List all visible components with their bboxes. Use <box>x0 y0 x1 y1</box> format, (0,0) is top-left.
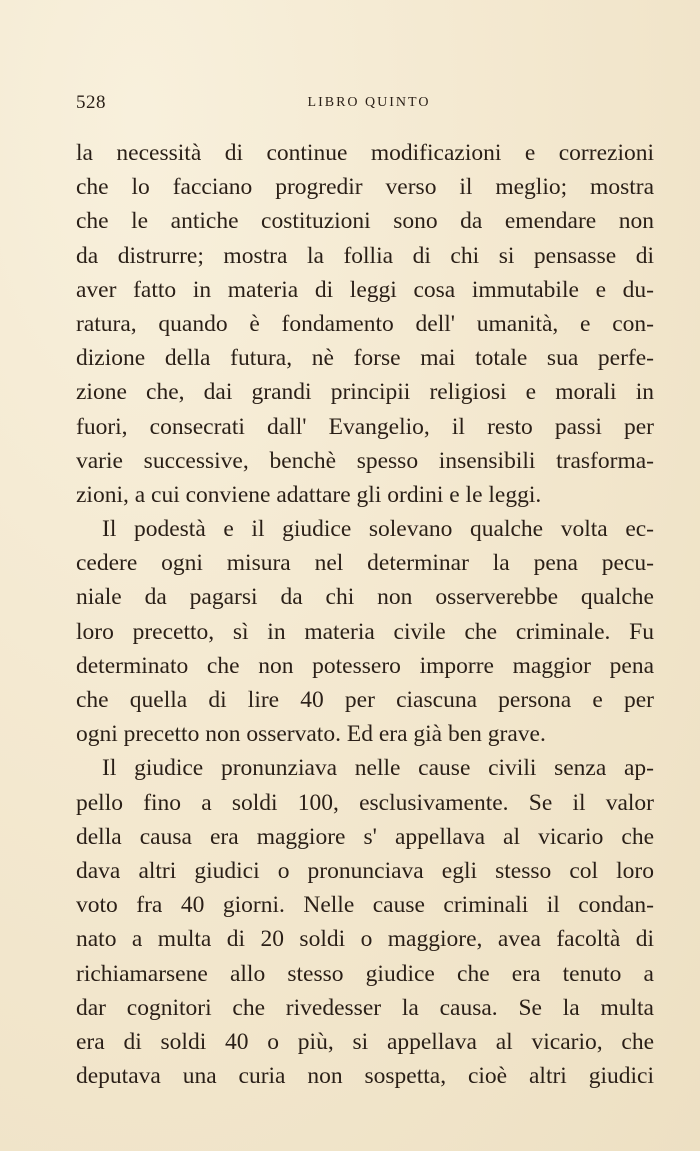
text-line: che le antiche costituzioni sono da emendare non <box>76 208 654 235</box>
text-line: ogni precetto non osservato. Ed era già ben grave. <box>76 721 546 748</box>
text-line: niale da pagarsi da chi non osserverebbe qualche <box>76 584 654 611</box>
text-line: della causa era maggiore s' appellava al vicario che <box>76 823 654 850</box>
text-line: varie successive, benchè spesso insensibili trasforma- <box>76 447 654 474</box>
text-line: dava altri giudici o pronunciava egli stesso col loro <box>76 857 654 884</box>
text-line: da distrurre; mostra la follia di chi si pensasse di <box>76 242 654 269</box>
text-line: che quella di lire 40 per ciascuna persona e per <box>76 687 654 713</box>
running-title: LIBRO QUINTO <box>307 95 431 110</box>
text-line: Il podestà e il giudice solevano qualche volta ec- <box>102 516 654 543</box>
text-line: zione che, dai grandi principii religiosi e morali in <box>76 379 654 406</box>
text-line: fuori, consecrati dall' Evangelio, il resto passi per <box>76 413 654 440</box>
page-number: 528 <box>76 92 106 113</box>
text-line: richiamarsene allo stesso giudice che era tenuto a <box>76 960 654 987</box>
text-line: Il giudice pronunziava nelle cause civili senza ap- <box>102 755 654 782</box>
text-line: aver fatto in materia di leggi cosa immutabile e du- <box>76 276 654 303</box>
running-head <box>76 92 648 116</box>
text-line: voto fra 40 giorni. Nelle cause criminali il condan- <box>76 892 654 919</box>
text-line: cedere ogni misura nel determinar la pena pecu- <box>76 550 654 577</box>
text-line: nato a multa di 20 soldi o maggiore, avea facoltà di <box>76 926 654 953</box>
text-line: dar cognitori che rivedesser la causa. Se la multa <box>76 994 654 1021</box>
text-line: ratura, quando è fondamento dell' umanità, e con- <box>76 310 654 337</box>
text-line: era di soldi 40 o più, si appellava al vicario, che <box>76 1028 654 1055</box>
text-line: determinato che non potessero imporre maggior pena <box>76 652 654 679</box>
text-line: pello fino a soldi 100, esclusivamente. Se il valor <box>76 789 654 816</box>
text-line: dizione della futura, nè forse mai totale sua perfe- <box>76 345 654 372</box>
text-line: zioni, a cui conviene adattare gli ordini e le leggi. <box>76 481 542 508</box>
text-line: la necessità di continue modificazioni e correzioni <box>76 140 654 166</box>
text-line: deputava una curia non sospetta, cioè altri giudici <box>76 1063 654 1090</box>
text-line: che lo facciano progredir verso il meglio; mostra <box>76 174 654 201</box>
body-text <box>76 136 654 1093</box>
text-line: loro precetto, sì in materia civile che criminale. Fu <box>76 618 654 645</box>
